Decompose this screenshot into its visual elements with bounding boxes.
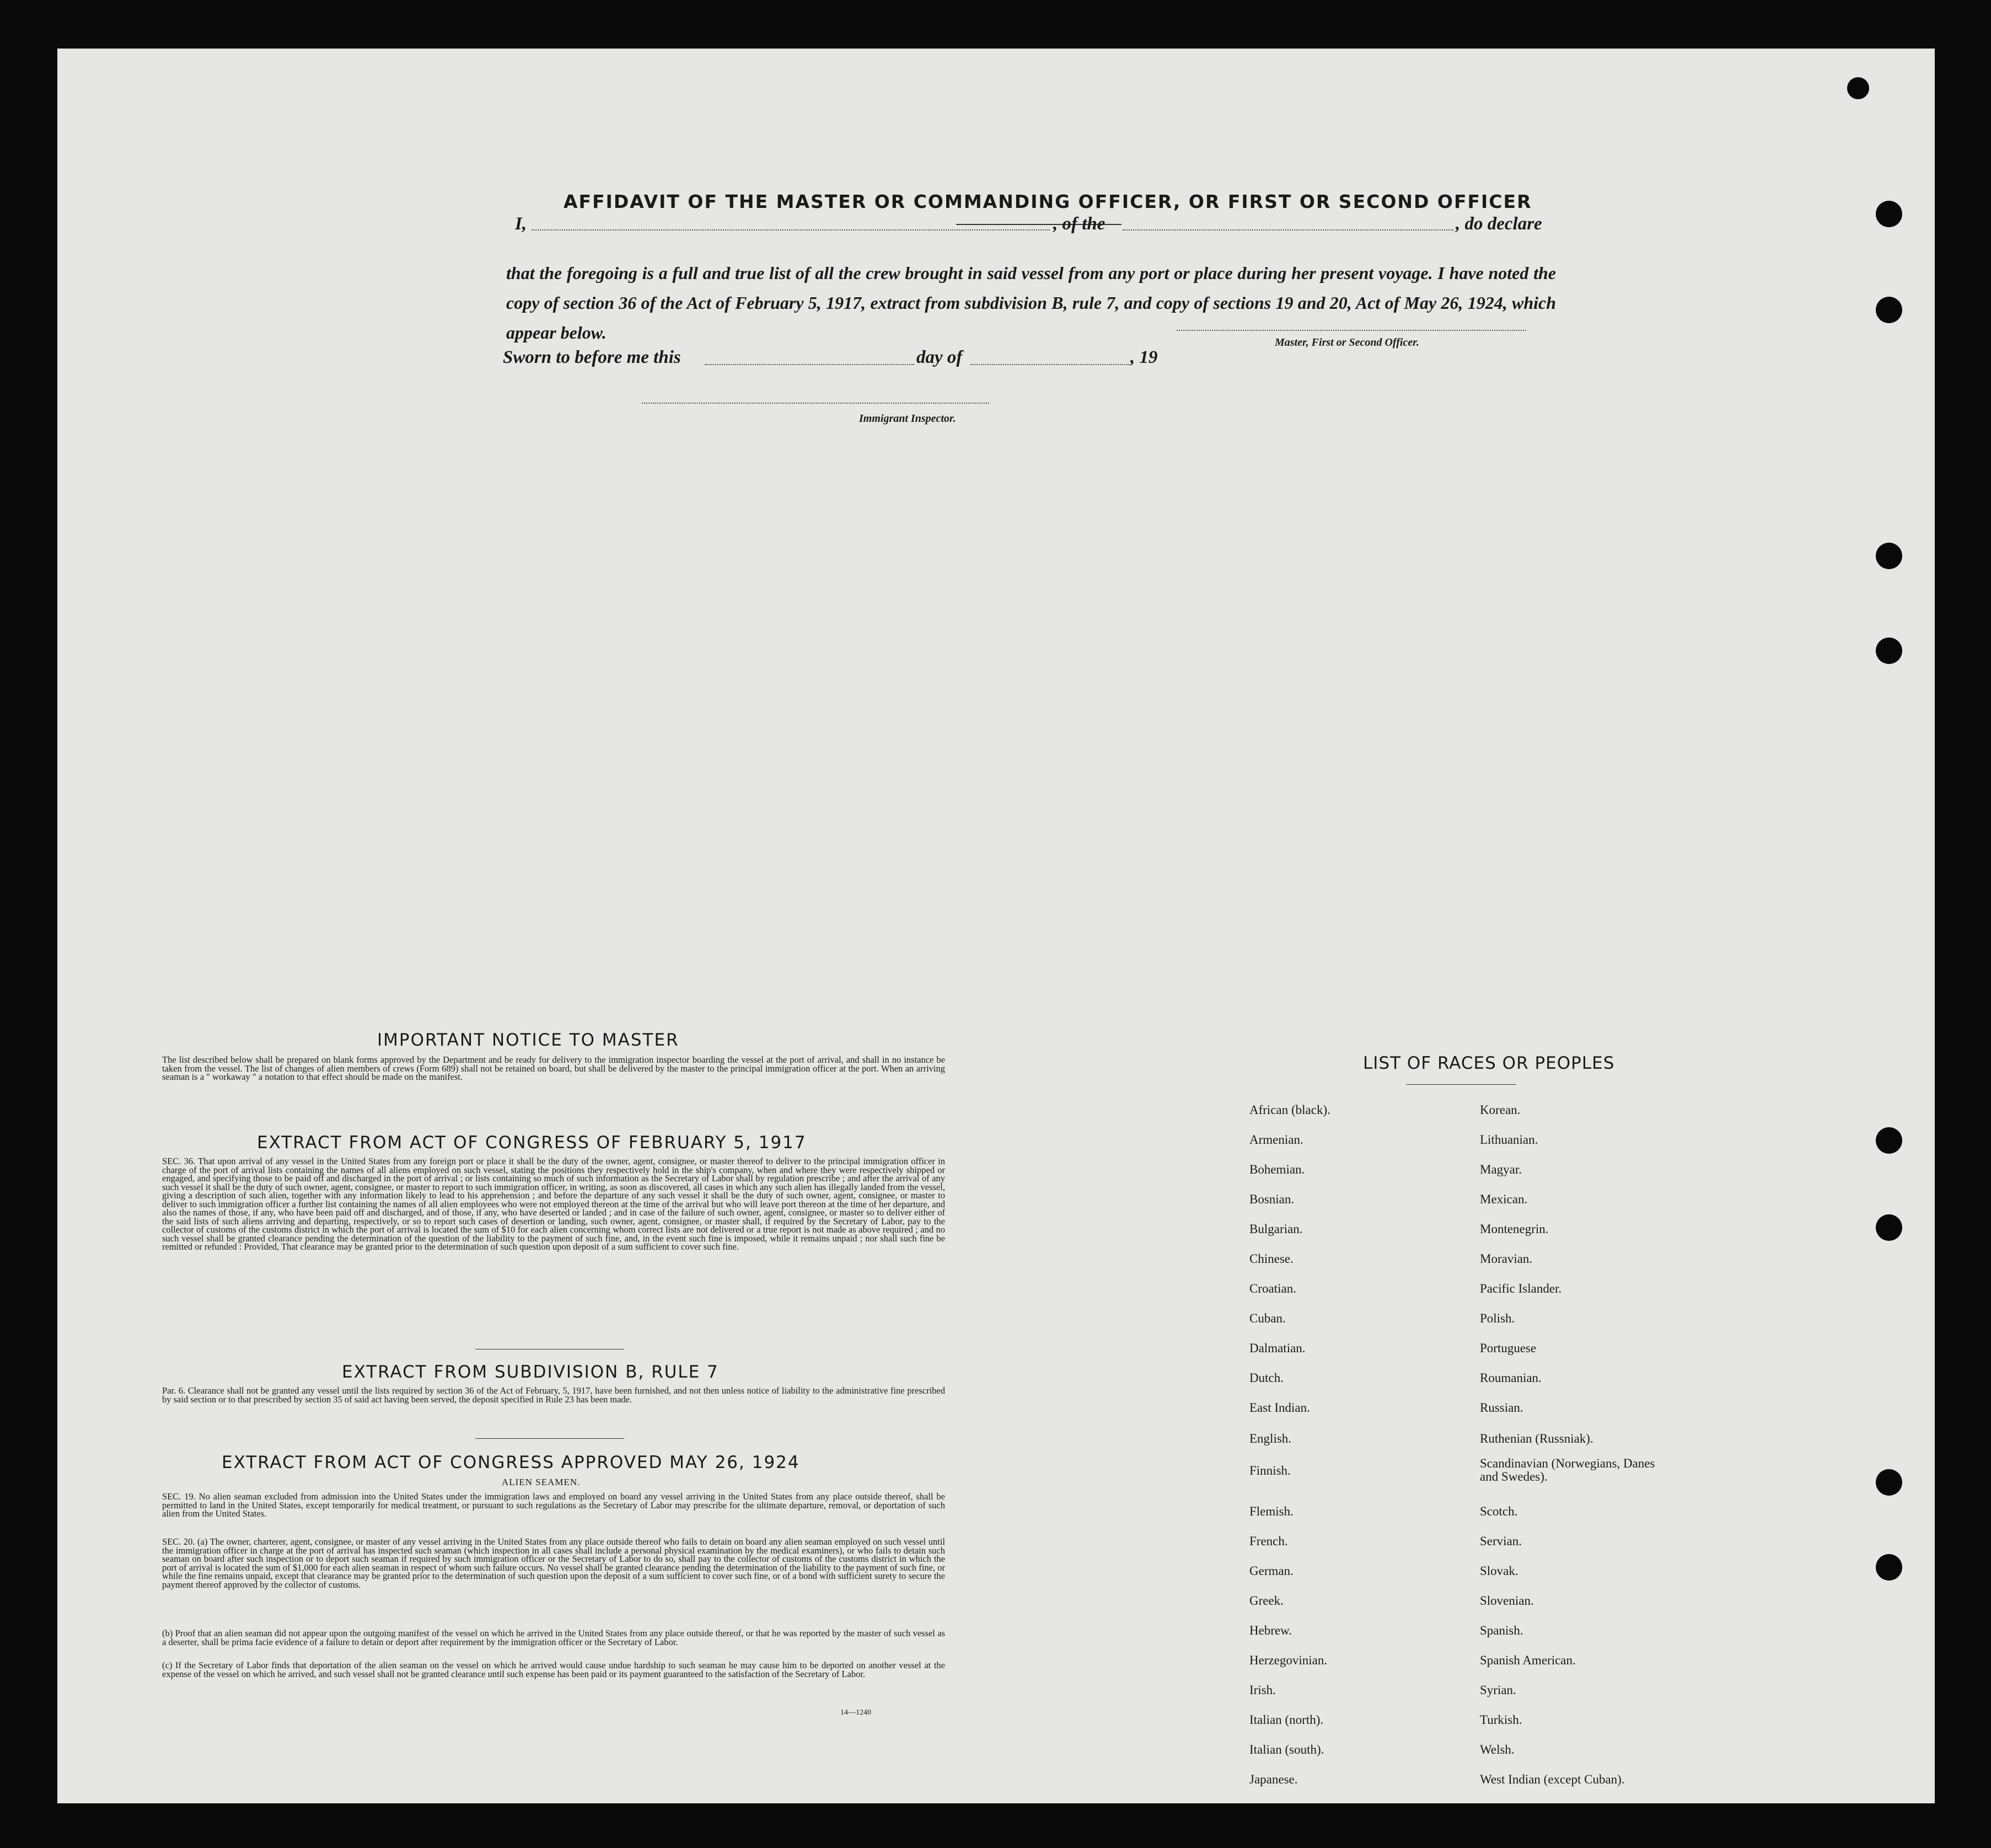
rule7-title: EXTRACT FROM SUBDIVISION B, RULE 7: [342, 1362, 719, 1382]
race-item: Montenegrin.: [1480, 1222, 1549, 1236]
race-item: Roumanian.: [1480, 1371, 1542, 1385]
extract-1924-sec20b: (b) Proof that an alien seaman did not appear upon the outgoing manifest of the vessel on which he arrived in the United States from any place outside thereof, or that he was reported by the master of such vessel as a deserter, shall be prima facie evidence of a failure to detain or deport after requirement by the immigration officer or the Secretary of Labor.: [162, 1628, 945, 1647]
races-title: LIST OF RACES OR PEOPLES: [1363, 1053, 1615, 1073]
race-item: Polish.: [1480, 1311, 1515, 1325]
race-item: Korean.: [1480, 1103, 1521, 1117]
race-item: Magyar.: [1480, 1163, 1522, 1176]
race-item: Welsh.: [1480, 1743, 1515, 1756]
race-item: Bohemian.: [1249, 1163, 1305, 1176]
race-item: Spanish American.: [1480, 1653, 1576, 1667]
race-item: West Indian (except Cuban).: [1480, 1772, 1625, 1786]
punch-hole: [1876, 1127, 1902, 1154]
affidavit-line1-suffix: , do declare: [1456, 214, 1542, 234]
form-number: 14—1240: [840, 1708, 871, 1717]
race-item: Russian.: [1480, 1401, 1523, 1415]
race-item: Spanish.: [1480, 1624, 1523, 1637]
affidavit-line1-prefix: I,: [515, 214, 527, 234]
inspector-signature-line[interactable]: [642, 403, 989, 404]
race-item: Hebrew.: [1249, 1624, 1292, 1637]
race-item: Japanese.: [1249, 1772, 1298, 1786]
notice-text: The list described below shall be prepared on blank forms approved by the Department and be ready for delivery to the immigration inspector boarding the vessel at the port of arrival, and shall in no instance be taken from the vessel. The list of changes of alien members of crews (Form 689) shall not be retained on board, but shall be delivered by the master to the principal immigration officer at the port. When an arriving seaman is a " workaway " a notation to that effect should be made on the manifest.: [162, 1054, 945, 1082]
race-item: Turkish.: [1480, 1713, 1522, 1727]
race-item: Pacific Islander.: [1480, 1282, 1562, 1295]
master-signature-label: Master, First or Second Officer.: [1275, 336, 1419, 349]
race-item: Armenian.: [1249, 1133, 1303, 1147]
punch-hole: [1876, 638, 1902, 664]
sworn-mid: day of: [916, 347, 963, 367]
race-item: Portuguese: [1480, 1341, 1537, 1355]
sworn-prefix: Sworn to before me this: [503, 347, 681, 367]
divider: [475, 1438, 624, 1439]
inspector-signature-label: Immigrant Inspector.: [859, 413, 956, 425]
race-item: Lithuanian.: [1480, 1133, 1538, 1147]
extract-1917-title: EXTRACT FROM ACT OF CONGRESS OF FEBRUARY 5, 1917: [257, 1133, 807, 1153]
race-item: Slovenian.: [1480, 1594, 1534, 1608]
races-underline: [1406, 1084, 1516, 1085]
race-item: Scotch.: [1480, 1504, 1518, 1518]
rule7-text: Par. 6. Clearance shall not be granted any vessel until the lists required by section 36 of the Act of February, 5, 1917, have been furnished, and not then unless notice of liability to the administrative fine prescribed by said section or to that prescribed by section 35 of said act having been served, the deposit specified in Rule 23 has been made.: [162, 1385, 945, 1405]
extract-1917-text: SEC. 36. That upon arrival of any vessel in the United States from any foreign port or place it shall be the duty of the owner, agent, consignee, or master thereof to deliver to the principal immigration officer in charge of the port of arrival lists containing the names of all aliens employed on such vessel, stating the positions they respectively hold in the ship's company, when and where they were respectively shipped or engaged, and specifying those to be paid off and discharged in the port of arrival ; or lists containing so much of such information as the Secretary of Labor shall by regulation prescribe ; and after the arrival of any such vessel it shall be the duty of such owner, agent, consignee, or master to report to such immigration officer, in writing, as soon as discovered, all cases in which any such alien has illegally landed from the vessel, giving a description of such alien, together with any information likely to lead to his apprehension ; and before the departure of any such vessel it shall be the duty of such owner, agent, consignee, or master to deliver to such immigration officer a further list containing the names of all alien employees who were not employed thereon at the time of the arrival but who will leave port thereon at the time of her departure, and also the names of those, if any, who have been paid off and discharged, and of those, if any, who have deserted or landed ; and in case of the failure of such owner, agent, consignee, or master so to deliver either of the said lists of such aliens arriving and departing, respectively, or so to report such cases of desertion or landing, such owner, agent, consignee, or master shall, if required by the Secretary of Labor, pay to the collector of customs of the customs district in which the port of arrival is located the sum of $10 for each alien concerning whom correct lists are not delivered or a true report is not made as above required ; and no such vessel shall be granted clearance pending the determination of the question of the liability to the payment of such fine, and, in the event such fine is imposed, while it remains unpaid ; nor shall such fine be remitted or refunded : Provided, That clearance may be granted prior to the determination of such question upon deposit of a sum sufficient to cover such fine.: [162, 1156, 945, 1252]
master-signature-line[interactable]: [1177, 330, 1526, 331]
race-item: Mexican.: [1480, 1192, 1528, 1206]
race-item: Flemish.: [1249, 1504, 1294, 1518]
race-item: German.: [1249, 1564, 1294, 1578]
punch-hole: [1876, 543, 1902, 569]
race-item: Bosnian.: [1249, 1192, 1295, 1206]
race-item: Greek.: [1249, 1594, 1284, 1608]
punch-hole: [1876, 1469, 1902, 1496]
extract-1924-subtitle: ALIEN SEAMEN.: [502, 1477, 581, 1487]
sworn-suffix: , 19: [1130, 347, 1158, 367]
punch-hole: [1876, 1214, 1902, 1241]
race-item: Dutch.: [1249, 1371, 1284, 1385]
race-item: Croatian.: [1249, 1282, 1296, 1295]
punch-hole: [1876, 297, 1902, 323]
race-item: Finnish.: [1249, 1464, 1291, 1477]
punch-hole: [1876, 201, 1902, 227]
punch-hole: [1847, 77, 1869, 99]
race-item: Dalmatian.: [1249, 1341, 1306, 1355]
race-item: Servian.: [1480, 1534, 1522, 1548]
race-item: Bulgarian.: [1249, 1222, 1303, 1236]
form-sheet: [57, 49, 1935, 1803]
race-item: Moravian.: [1480, 1252, 1533, 1266]
punch-hole: [1876, 1554, 1902, 1581]
race-item: African (black).: [1249, 1103, 1330, 1117]
affidavit-paragraph: that the foregoing is a full and true list of all the crew brought in said vessel from any port or place during her present voyage. I have noted the copy of section 36 of the Act of February 5, 1917, extract from subdivision B, rule 7, and copy of sections 19 and 20, Act of May 26, 1924, which appear below.: [506, 263, 1556, 342]
notice-title: IMPORTANT NOTICE TO MASTER: [377, 1030, 679, 1050]
extract-1924-sec19: SEC. 19. No alien seaman excluded from admission into the United States under the immigration laws and employed on board any vessel arriving in the United States from any place outside thereof, shall be permitted to land in the United States, except temporarily for medical treatment, or pursuant to such regulations as the Secretary of Labor may prescribe for the ultimate departure, removal, or deportation of such alien from the United States.: [162, 1491, 945, 1519]
race-item: English.: [1249, 1432, 1292, 1445]
race-item: Italian (north).: [1249, 1713, 1324, 1727]
race-item: Italian (south).: [1249, 1743, 1324, 1756]
race-item: Syrian.: [1480, 1683, 1516, 1697]
race-item: Ruthenian (Russniak).: [1480, 1432, 1593, 1445]
race-item: Slovak.: [1480, 1564, 1518, 1578]
sworn-month-blank[interactable]: [970, 364, 1129, 365]
vessel-blank[interactable]: [1123, 229, 1453, 231]
race-item: Chinese.: [1249, 1252, 1294, 1266]
race-item: Cuban.: [1249, 1311, 1286, 1325]
race-item: Scandinavian (Norwegians, Danes and Swedes).: [1480, 1456, 1655, 1483]
name-blank[interactable]: [532, 229, 1050, 231]
race-item: Herzegovinian.: [1249, 1653, 1328, 1667]
extract-1924-sec20c: (c) If the Secretary of Labor finds that deportation of the alien seaman on the vessel on which he arrived would cause undue hardship to such seaman he may cause him to be deported on another vessel at the expense of the vessel on which he arrived, and such vessel shall not be granted clearance until such expense has been paid or its payment guaranteed to the satisfaction of the Secretary of Labor.: [162, 1660, 945, 1679]
extract-1924-sec20a: SEC. 20. (a) The owner, charterer, agent, consignee, or master of any vessel arriving in the United States from any place outside thereof who fails to detain on board any alien seaman employed on such vessel until the immigration officer in charge at the port of arrival has inspected such seaman (which inspection in all cases shall include a personal physical examination by the medical examiners), or who fails to detain such seaman on board after such inspection or to deport such seaman if required by such immigration officer or the Secretary of Labor to do so, shall pay to the collector of customs of the customs district in which the port of arrival is located the sum of $1,000 for each alien seaman in respect of whom such failure occurs. No vessel shall be granted clearance pending the determination of the liability to the payment of such fine, or while the fine remains unpaid, except that clearance may be granted prior to the determination of such question upon the deposit of a sum sufficient to cover such fine, or of a bond with sufficient surety to secure the payment thereof approved by the collector of customs.: [162, 1536, 945, 1590]
affidavit-line1-mid: , of the: [1053, 214, 1105, 234]
race-item: French.: [1249, 1534, 1288, 1548]
race-item: East Indian.: [1249, 1401, 1310, 1415]
affidavit-title: AFFIDAVIT OF THE MASTER OR COMMANDING OFFICER, OR FIRST OR SECOND OFFICER: [564, 191, 1532, 212]
race-item: Irish.: [1249, 1683, 1276, 1697]
extract-1924-title: EXTRACT FROM ACT OF CONGRESS APPROVED MAY 26, 1924: [222, 1453, 800, 1472]
sworn-day-blank[interactable]: [705, 364, 914, 365]
